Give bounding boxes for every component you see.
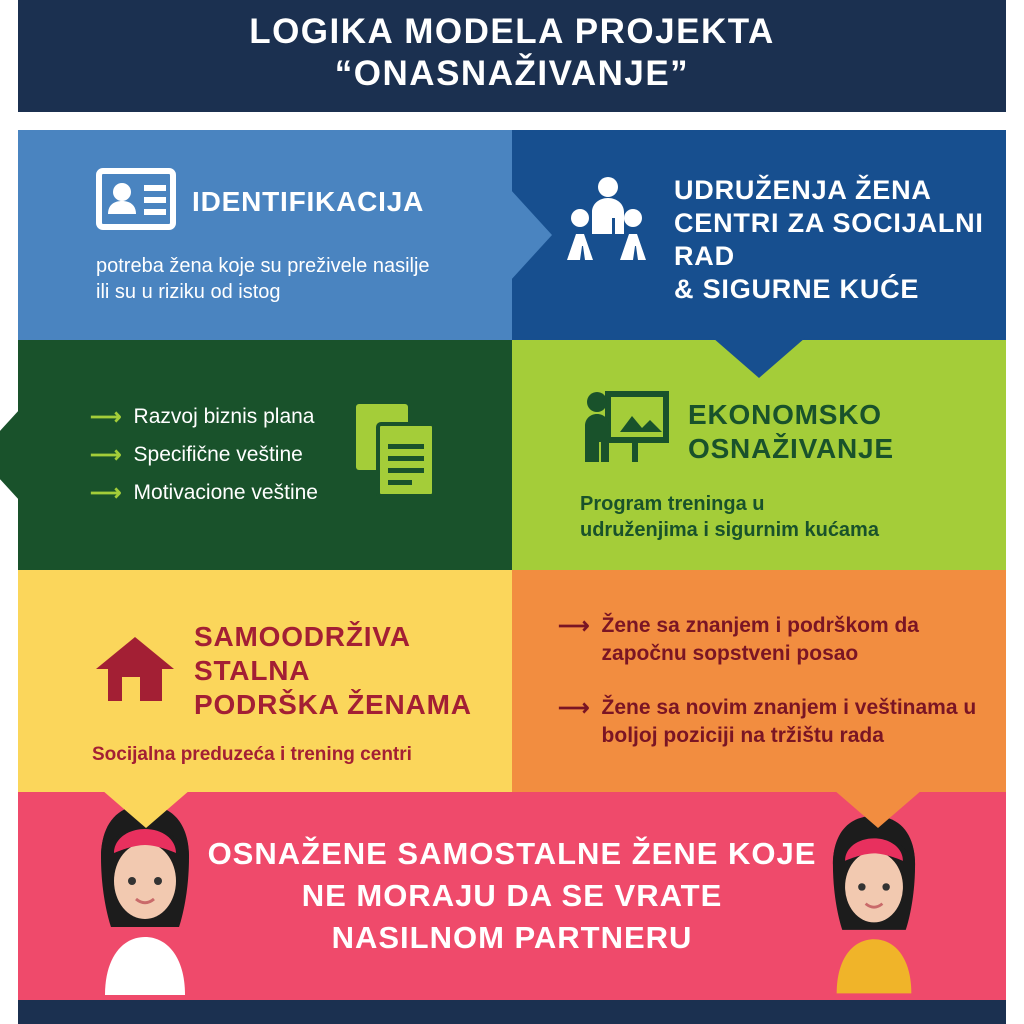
skill-label: Razvoj biznis plana — [133, 405, 315, 428]
arrow-down-icon — [834, 790, 922, 828]
list-item — [558, 694, 1006, 750]
skill-label: Specifične veštine — [133, 443, 303, 466]
ishod-label: Žene sa novim znanjem i veštinama u boljoj poziciji na tržištu rada — [601, 696, 977, 747]
final-outcome-line2: NE MORAJU DA SE VRATE — [301, 878, 723, 913]
woman-avatar-icon — [804, 805, 944, 1000]
ekonomsko-title-line1: EKONOMSKO — [688, 398, 882, 430]
list-item — [90, 436, 318, 474]
ekonomsko-text-line2: udruženjima i sigurnim kućama — [580, 519, 879, 541]
page-title-line1: LOGIKA MODELA PROJEKTA — [249, 12, 775, 51]
arrow-bullet-icon: ⟶ — [90, 480, 122, 505]
row-identification — [18, 130, 1006, 340]
identifikacija-text: potreba žena koje su preživele nasilje ili su u riziku od istog — [96, 255, 430, 303]
arrow-bullet-icon: ⟶ — [558, 695, 590, 720]
ishodi-list — [558, 612, 1006, 750]
skills-list — [90, 398, 318, 512]
row-training — [18, 340, 1006, 570]
arrow-bullet-icon: ⟶ — [558, 613, 590, 638]
presenter-board-icon — [580, 388, 672, 475]
page-header — [18, 0, 1006, 112]
ekonomsko-text-line1: Program treninga u — [580, 493, 765, 515]
identifikacija-title: IDENTIFIKACIJA — [192, 185, 425, 217]
udruzenja-title-line1: UDRUŽENJA ŽENA — [674, 175, 932, 205]
card-samoodrziva — [18, 570, 512, 792]
ekonomsko-text — [580, 491, 940, 543]
card-skills — [18, 340, 512, 570]
arrow-bullet-icon: ⟶ — [90, 404, 122, 429]
arrow-down-icon — [102, 790, 190, 828]
arrow-right-icon — [510, 189, 552, 281]
list-item — [558, 612, 1006, 668]
final-outcome-text — [208, 833, 817, 959]
card-identifikacija — [18, 130, 512, 340]
list-item — [90, 398, 318, 436]
samoodrziva-title-line1: SAMOODRŽIVA STALNA — [194, 621, 410, 686]
udruzenja-title-line2: CENTRI ZA SOCIJALNI RAD — [674, 208, 984, 271]
house-icon — [92, 633, 178, 710]
samoodrziva-title-line2: PODRŠKA ŽENAMA — [194, 689, 472, 720]
id-card-icon — [96, 168, 176, 235]
arrow-bullet-icon: ⟶ — [90, 442, 122, 467]
footer-strip — [18, 1000, 1006, 1024]
row-support — [18, 570, 1006, 792]
card-ishodi — [512, 570, 1006, 792]
page-title-line2: “ONASNAŽIVANJE” — [334, 54, 690, 93]
samoodrziva-text: Socijalna preduzeća i trening centri — [92, 744, 412, 765]
final-outcome-line1: OSNAŽENE SAMOSTALNE ŽENE KOJE — [207, 836, 817, 871]
udruzenja-title-line3: & SIGURNE KUĆE — [674, 274, 920, 304]
ishod-label: Žene sa znanjem i podrškom da započnu sopstveni posao — [601, 614, 919, 665]
documents-icon — [352, 398, 452, 512]
final-outcome-line3: NASILNOM PARTNERU — [331, 920, 693, 955]
card-udruzenja — [512, 130, 1006, 340]
list-item — [90, 474, 318, 512]
arrow-left-icon — [0, 409, 20, 501]
ekonomsko-title-line2: OSNAŽIVANJE — [688, 432, 894, 464]
family-group-icon — [562, 174, 654, 306]
skill-label: Motivacione veštine — [133, 481, 318, 504]
arrow-down-icon — [713, 338, 805, 378]
